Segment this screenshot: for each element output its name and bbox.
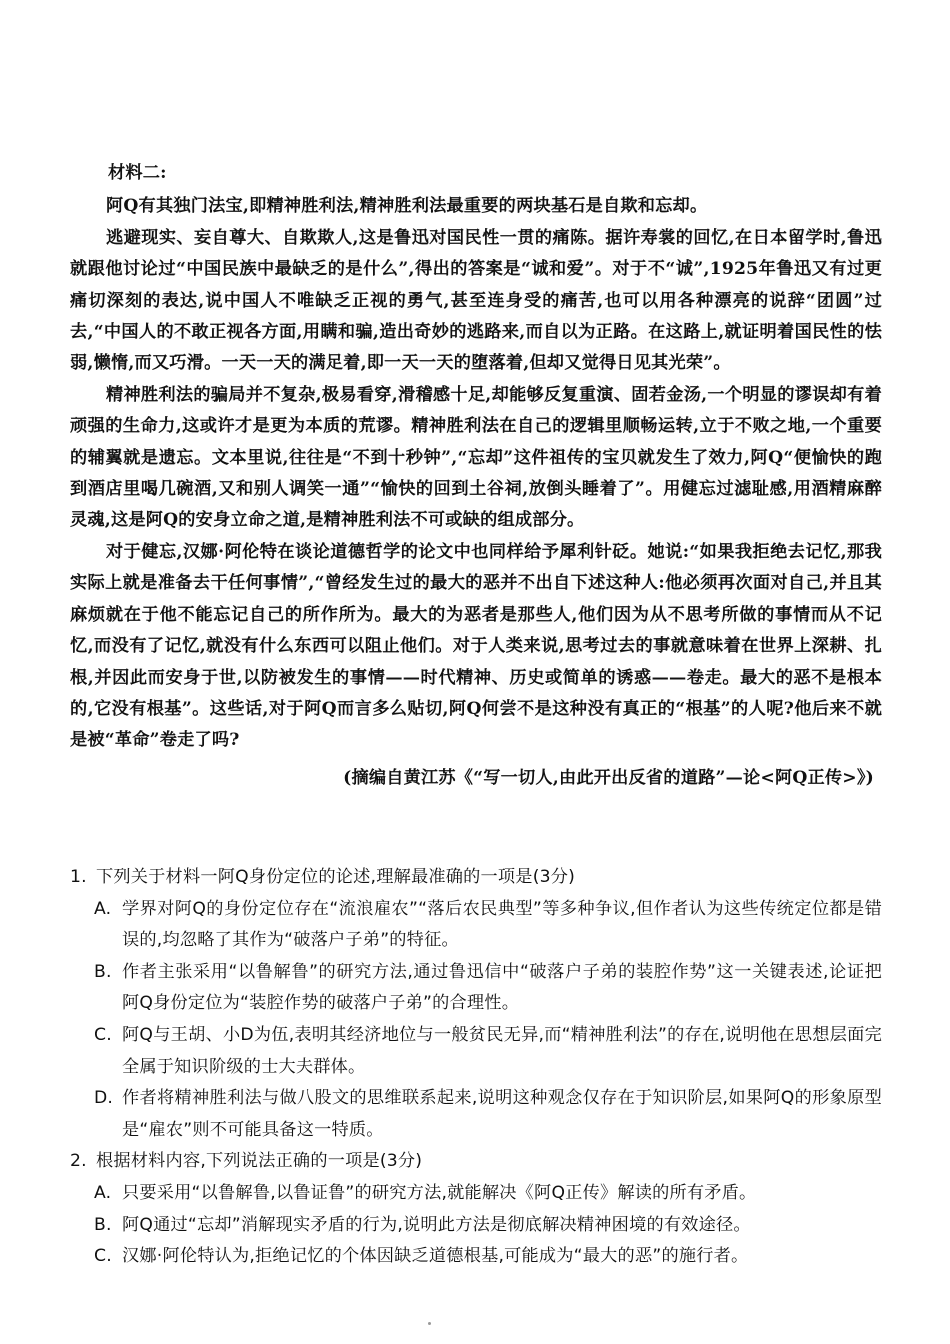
question-1 bbox=[70, 862, 882, 1146]
reading-material bbox=[70, 158, 882, 794]
material-paragraph: 对于健忘,汉娜·阿伦特在谈论道德哲学的论文中也同样给予犀利针砭。她说:“如果我拒绝去记忆,那我实际上就是准备去干任何事情”,“曾经发生过的最大的恶并不出自下述这种人:他必须再次面对自己,并且其麻烦就在于他不能忘记自己的所作所为。最大的为恶者是那些人,他们因为从不思考所做的事情而从不记忆,而没有了记忆,就没有什么东西可以阻止他们。对于人类来说,思考过去的事就意味着在世界上深耕、扎根,并因此而安身于世,以防被发生的事情——时代精神、历史或简单的诱惑——卷走。最大的恶不是根本的,它没有根基”。这些话,对于阿Q而言多么贴切,阿Q何尝不是这种没有真正的“根基”的人呢?他后来不就是被“革命”卷走了吗? bbox=[70, 541, 882, 751]
option-text: 阿Q通过“忘却”消解现实矛盾的行为,说明此方法是彻底解决精神困境的有效途径。 bbox=[122, 1214, 751, 1235]
question-text: 下列关于材料一阿Q身份定位的论述,理解最准确的一项是(3分) bbox=[96, 867, 576, 887]
question-stem bbox=[70, 1146, 882, 1178]
question-2 bbox=[70, 1146, 882, 1272]
option-letter: C. bbox=[94, 1024, 112, 1045]
option-letter: B. bbox=[94, 1214, 112, 1235]
option-a bbox=[70, 894, 882, 957]
option-letter: D. bbox=[94, 1088, 114, 1109]
question-number: 2. bbox=[70, 1151, 87, 1172]
question-list bbox=[70, 862, 882, 1273]
option-text: 汉娜·阿伦特认为,拒绝记忆的个体因缺乏道德根基,可能成为“最大的恶”的施行者。 bbox=[122, 1246, 749, 1267]
material-source: (摘编自黄江苏《“写一切人,由此开出反省的道路”—论<阿Q正传>》) bbox=[343, 767, 874, 788]
option-letter: C. bbox=[94, 1246, 112, 1267]
question-number: 1. bbox=[70, 867, 87, 887]
option-c bbox=[70, 1241, 882, 1273]
option-text: 阿Q与王胡、小D为伍,表明其经济地位与一般贫民无异,而“精神胜利法”的存在,说明他在思想层面完全属于知识阶级的士大夫群体。 bbox=[122, 1024, 882, 1077]
material-paragraph: 逃避现实、妄自尊大、自欺欺人,这是鲁迅对国民性一贯的痛陈。据许寿裳的回忆,在日本留学时,鲁迅就跟他讨论过“中国民族中最缺乏的是什么”,得出的答案是“诚和爱”。对于不“诚”,1925年鲁迅又有过更痛切深刻的表达,说中国人不唯缺乏正视的勇气,甚至连身受的痛苦,也可以用各种漂亮的说辞“团圆”过去,“中国人的不敢正视各方面,用瞒和骗,造出奇妙的逃路来,而自以为正路。在这路上,就证明着国民性的怯弱,懒惰,而又巧滑。一天一天的满足着,即一天一天的堕落着,但却又觉得日见其光荣”。 bbox=[70, 227, 882, 374]
option-letter: B. bbox=[94, 961, 112, 982]
material-paragraph: 阿Q有其独门法宝,即精神胜利法,精神胜利法最重要的两块基石是自欺和忘却。 bbox=[106, 196, 708, 217]
option-b bbox=[70, 1210, 882, 1242]
question-stem bbox=[70, 862, 882, 894]
option-d bbox=[70, 1083, 882, 1146]
option-c bbox=[70, 1020, 882, 1083]
option-a bbox=[70, 1178, 882, 1210]
material-heading: 材料二: bbox=[108, 163, 167, 183]
option-text: 作者主张采用“以鲁解鲁”的研究方法,通过鲁迅信中“破落户子弟的装腔作势”这一关键表述,论证把阿Q身份定位为“装腔作势的破落户子弟”的合理性。 bbox=[122, 961, 882, 1014]
option-letter: A. bbox=[94, 898, 112, 919]
material-paragraph: 精神胜利法的骗局并不复杂,极易看穿,滑稽感十足,却能够反复重演、固若金汤,一个明显的谬误却有着顽强的生命力,这或许才是更为本质的荒谬。精神胜利法在自己的逻辑里顺畅运转,立于不败之地,一个重要的辅翼就是遗忘。文本里说,往往是“不到十秒钟”,“忘却”这件祖传的宝贝就发生了效力,阿Q“便愉快的跑到酒店里喝几碗酒,又和别人调笑一通”“愉快的回到土谷祠,放倒头睡着了”。用健忘过滤耻感,用酒精麻醉灵魂,这是阿Q的安身立命之道,是精神胜利法不可或缺的组成部分。 bbox=[70, 384, 882, 531]
option-text: 作者将精神胜利法与做八股文的思维联系起来,说明这种观念仅存在于知识阶层,如果阿Q的形象原型是“雇农”则不可能具备这一特质。 bbox=[122, 1088, 882, 1140]
option-text: 学界对阿Q的身份定位存在“流浪雇农”“落后农民典型”等多种争议,但作者认为这些传统定位都是错误的,均忽略了其作为“破落户子弟”的特征。 bbox=[122, 898, 882, 951]
option-letter: A. bbox=[94, 1182, 112, 1203]
option-b bbox=[70, 957, 882, 1020]
option-text: 只要采用“以鲁解鲁,以鲁证鲁”的研究方法,就能解决《阿Q正传》解读的所有矛盾。 bbox=[122, 1182, 757, 1203]
question-text: 根据材料内容,下列说法正确的一项是(3分) bbox=[96, 1151, 423, 1172]
scan-dot bbox=[428, 1322, 431, 1325]
